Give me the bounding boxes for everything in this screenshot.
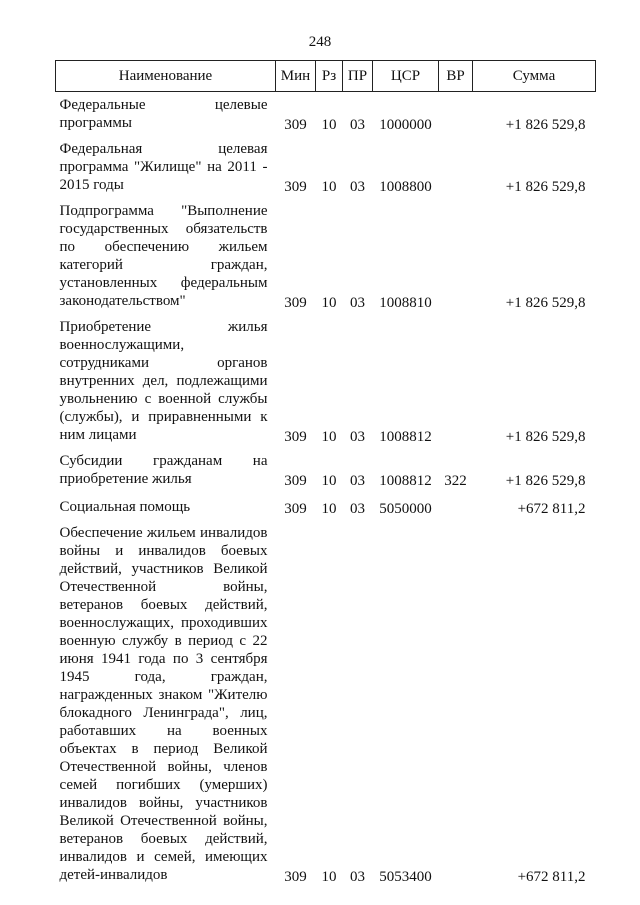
row-name: Приобретение жилья военнослужащими, сотрудниками органов внутренних дел, подлежащими увольнению с военной службы (службы), и приравненными к ним лицами (59, 319, 268, 443)
header-rz: Рз (316, 61, 343, 92)
row-min: 309 (284, 501, 307, 517)
row-name: Обеспечение жильем инвалидов войны и инвалидов боевых действий, участников Великой Отечественной войны, ветеранов боевых действий, военнослужащих, проходивших военную службу в период с 22 июня 1941 года по 3 сентября 1945 года, граждан, награжденных знаком "Жителю блокадного Ленинграда", лиц, работавших на военных объектах в период Великой Отечественной войны, членов семей погибших (умерших) инвалидов войны, участников Великой Отечественной войны, ветеранов боевых действий, инвалидов и семей, имеющих детей-инвалидов (59, 525, 268, 883)
row-vr (439, 492, 473, 520)
row-sum: +1 826 529,8 (505, 429, 586, 445)
row-pr: 03 (350, 179, 365, 195)
row-rz: 10 (321, 869, 337, 885)
row-rz: 10 (321, 429, 337, 445)
row-csr: 1008800 (379, 179, 432, 195)
row-name: Федеральные целевые программы (59, 97, 268, 131)
table-header-row (56, 61, 596, 92)
row-min: 309 (284, 295, 307, 311)
table-row (56, 136, 596, 198)
row-rz: 10 (321, 501, 337, 517)
row-sum: +672 811,2 (517, 869, 586, 885)
row-vr (439, 314, 473, 448)
table-row (56, 492, 596, 520)
row-rz: 10 (321, 179, 337, 195)
row-vr: 322 (444, 473, 467, 489)
header-csr: ЦСР (373, 61, 439, 92)
table-row (56, 448, 596, 492)
row-pr: 03 (350, 473, 365, 489)
row-name: Подпрограмма "Выполнение государственных обязательств по обеспечению жильем категорий граждан, установленных федеральным законодательством" (59, 203, 268, 309)
header-vr: ВР (439, 61, 473, 92)
row-csr: 5053400 (379, 869, 432, 885)
row-rz: 10 (321, 117, 337, 133)
row-csr: 1008810 (379, 295, 432, 311)
row-pr: 03 (350, 295, 365, 311)
page-number: 248 (308, 34, 332, 50)
row-min: 309 (284, 869, 307, 885)
row-min: 309 (284, 473, 307, 489)
header-pr: ПР (343, 61, 373, 92)
row-pr: 03 (350, 117, 365, 133)
table-row (56, 198, 596, 314)
row-sum: +1 826 529,8 (505, 295, 586, 311)
header-min: Мин (276, 61, 316, 92)
budget-table (55, 60, 596, 888)
row-min: 309 (284, 429, 307, 445)
row-csr: 1008812 (379, 473, 432, 489)
table-row (56, 520, 596, 888)
row-csr: 1000000 (379, 117, 432, 133)
row-min: 309 (284, 179, 307, 195)
row-pr: 03 (350, 501, 365, 517)
row-name: Федеральная целевая программа "Жилище" на 2011 - 2015 годы (59, 141, 268, 193)
table-row (56, 92, 596, 137)
row-sum: +1 826 529,8 (505, 117, 586, 133)
row-csr: 1008812 (379, 429, 432, 445)
row-vr (439, 92, 473, 137)
row-sum: +672 811,2 (517, 501, 586, 517)
row-rz: 10 (321, 295, 337, 311)
row-pr: 03 (350, 869, 365, 885)
row-min: 309 (284, 117, 307, 133)
table-row (56, 314, 596, 448)
row-vr (439, 198, 473, 314)
row-sum: +1 826 529,8 (505, 473, 586, 489)
row-name: Субсидии гражданам на приобретение жилья (59, 453, 268, 487)
row-rz: 10 (321, 473, 337, 489)
header-name: Наименование (56, 61, 276, 92)
row-vr (439, 520, 473, 888)
row-sum: +1 826 529,8 (505, 179, 586, 195)
row-vr (439, 136, 473, 198)
row-pr: 03 (350, 429, 365, 445)
row-name: Социальная помощь (59, 499, 191, 515)
header-sum: Сумма (473, 61, 596, 92)
row-csr: 5050000 (379, 501, 432, 517)
